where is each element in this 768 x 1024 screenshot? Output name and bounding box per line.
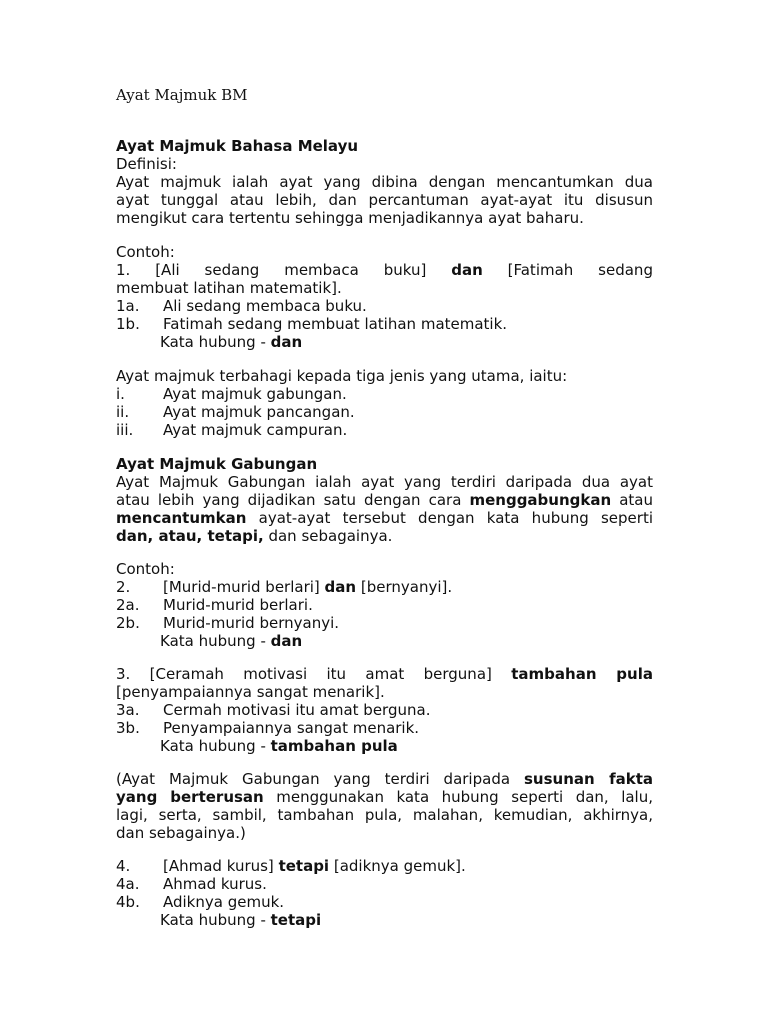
text-run: (Ayat Majmuk Gabungan yang terdiri daripada — [116, 770, 524, 788]
example-line — [116, 261, 653, 279]
document-title: Ayat Majmuk BM — [116, 86, 248, 104]
sub-text: Ali sedang membaca buku. — [163, 297, 367, 315]
example-4 — [116, 857, 653, 929]
paragraph-line: dan sebagainya.) — [116, 824, 246, 842]
clause: [Ahmad kurus] — [163, 857, 279, 875]
intro-section — [116, 137, 653, 227]
section-heading: Ayat Majmuk Gabungan — [116, 455, 318, 473]
type-item — [116, 421, 653, 439]
paragraph-line — [116, 491, 653, 509]
sub-example — [116, 297, 653, 315]
clause: [adiknya gemuk]. — [329, 857, 466, 875]
sub-text: Murid-murid berlari. — [163, 596, 313, 614]
paragraph-line — [116, 788, 653, 806]
kata-hubung-line — [116, 333, 653, 351]
example-number: 2. — [116, 578, 131, 596]
kata-hubung-label: Kata hubung - — [160, 911, 271, 929]
paragraph-line — [116, 770, 653, 788]
example-line: [penyampaiannya sangat menarik]. — [116, 683, 385, 701]
kata-hubung-line — [116, 632, 653, 650]
definition-line: Ayat majmuk ialah ayat yang dibina dengan mencantumkan dua — [116, 173, 653, 191]
sub-example — [116, 719, 653, 737]
example-line — [116, 578, 653, 596]
type-text: Ayat majmuk campuran. — [163, 421, 348, 439]
sub-number: 1b. — [116, 315, 140, 333]
text-run: menggunakan kata hubung seperti dan, lalu, — [263, 788, 653, 806]
types-intro: Ayat majmuk terbahagi kepada tiga jenis yang utama, iaitu: — [116, 367, 568, 385]
example-number: 1. — [116, 261, 131, 279]
sub-example — [116, 701, 653, 719]
kata-hubung-label: Kata hubung - — [160, 737, 271, 755]
bold-term: susunan fakta — [523, 770, 653, 788]
kata-hubung-label: Kata hubung - — [160, 632, 271, 650]
type-text: Ayat majmuk pancangan. — [163, 403, 355, 421]
example-number: 4. — [116, 857, 131, 875]
kata-hubung-value: tambahan pula — [270, 737, 398, 755]
sub-number: 2a. — [116, 596, 140, 614]
sub-text: Murid-murid bernyanyi. — [163, 614, 340, 632]
paragraph-line: lagi, serta, sambil, tambahan pula, malahan, kemudian, akhirnya, — [116, 806, 653, 824]
example-number: 3. — [116, 665, 131, 683]
text-run: dan sebagainya. — [263, 527, 393, 545]
type-number: iii. — [116, 421, 134, 439]
kata-hubung-line — [116, 737, 653, 755]
sub-text: Fatimah sedang membuat latihan matematik. — [163, 315, 508, 333]
clause: [Fatimah sedang — [507, 261, 653, 279]
example-label: Contoh: — [116, 560, 175, 578]
sub-number: 3b. — [116, 719, 140, 737]
conjunction: dan — [324, 578, 357, 596]
kata-hubung-value: dan — [270, 333, 303, 351]
text-run: atau lebih yang dijadikan satu dengan cara — [116, 491, 470, 509]
sub-number: 4a. — [116, 875, 140, 893]
paragraph-line — [116, 527, 653, 545]
sub-number: 2b. — [116, 614, 140, 632]
example-1 — [116, 243, 653, 351]
conjunction: tetapi — [278, 857, 330, 875]
example-line — [116, 665, 653, 683]
sub-text: Adiknya gemuk. — [163, 893, 285, 911]
gabungan-section — [116, 455, 653, 545]
text-run: ayat-ayat tersebut dengan kata hubung seperti — [246, 509, 653, 527]
definition-label: Definisi: — [116, 155, 177, 173]
example-2 — [116, 560, 653, 650]
type-number: ii. — [116, 403, 130, 421]
note-paragraph — [116, 770, 653, 842]
type-item — [116, 385, 653, 403]
sub-example — [116, 596, 653, 614]
sub-number: 1a. — [116, 297, 140, 315]
clause: [bernyanyi]. — [356, 578, 453, 596]
bold-term: menggabungkan — [469, 491, 612, 509]
clause: [Ceramah motivasi itu amat berguna] — [149, 665, 492, 683]
sub-example — [116, 614, 653, 632]
example-label: Contoh: — [116, 243, 175, 261]
sub-text: Ahmad kurus. — [163, 875, 267, 893]
types-section — [116, 367, 653, 439]
section-heading: Ayat Majmuk Bahasa Melayu — [116, 137, 359, 155]
conjunction: tambahan pula — [511, 665, 653, 683]
type-number: i. — [116, 385, 125, 403]
sub-example — [116, 875, 653, 893]
text-run: atau — [611, 491, 653, 509]
definition-line: ayat tunggal atau lebih, dan percantuman ayat-ayat itu disusun — [116, 191, 653, 209]
bold-term: yang berterusan — [116, 788, 264, 806]
bold-term: dan, atau, tetapi, — [116, 527, 264, 545]
type-text: Ayat majmuk gabungan. — [163, 385, 347, 403]
sub-text: Penyampaiannya sangat menarik. — [163, 719, 420, 737]
definition-line: mengikut cara tertentu sehingga menjadikannya ayat baharu. — [116, 209, 584, 227]
paragraph-line: Ayat Majmuk Gabungan ialah ayat yang terdiri daripada dua ayat — [116, 473, 653, 491]
kata-hubung-value: tetapi — [270, 911, 322, 929]
example-line — [116, 857, 653, 875]
conjunction: dan — [451, 261, 483, 279]
sub-number: 3a. — [116, 701, 140, 719]
kata-hubung-label: Kata hubung - — [160, 333, 271, 351]
kata-hubung-line — [116, 911, 653, 929]
sub-text: Cermah motivasi itu amat berguna. — [163, 701, 431, 719]
sub-number: 4b. — [116, 893, 140, 911]
type-item — [116, 403, 653, 421]
example-line: membuat latihan matematik]. — [116, 279, 342, 297]
clause: [Ali sedang membaca buku] — [155, 261, 427, 279]
clause: [Murid-murid berlari] — [163, 578, 325, 596]
example-3 — [116, 665, 653, 755]
bold-term: mencantumkan — [116, 509, 247, 527]
kata-hubung-value: dan — [270, 632, 303, 650]
paragraph-line — [116, 509, 653, 527]
sub-example — [116, 315, 653, 333]
sub-example — [116, 893, 653, 911]
